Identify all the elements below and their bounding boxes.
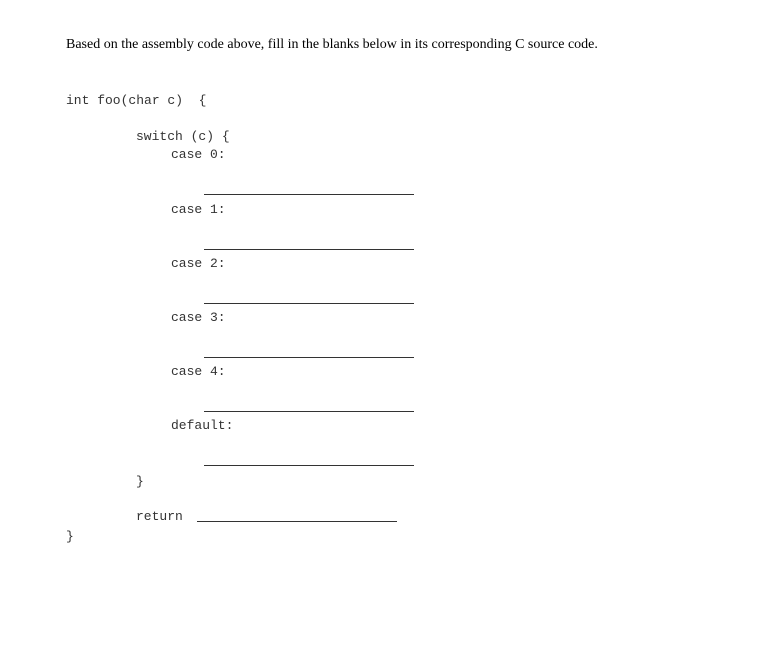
case-1-label: case 1: — [171, 202, 226, 217]
case-1-blank[interactable] — [204, 249, 414, 250]
switch-close-brace: } — [136, 474, 144, 489]
case-3-blank[interactable] — [204, 357, 414, 358]
question-prompt: Based on the assembly code above, fill in the blanks below in its corresponding C source code. — [66, 37, 598, 52]
switch-statement: switch (c) { — [136, 129, 230, 144]
return-keyword: return — [136, 509, 183, 524]
case-4-label: case 4: — [171, 364, 226, 379]
default-blank[interactable] — [204, 465, 414, 466]
case-0-label: case 0: — [171, 147, 226, 162]
case-4-blank[interactable] — [204, 411, 414, 412]
case-3-label: case 3: — [171, 310, 226, 325]
function-close-brace: } — [66, 529, 74, 544]
case-2-label: case 2: — [171, 256, 226, 271]
case-0-blank[interactable] — [204, 194, 414, 195]
function-signature: int foo(char c) { — [66, 93, 207, 108]
return-blank[interactable] — [197, 521, 397, 522]
case-2-blank[interactable] — [204, 303, 414, 304]
default-label: default: — [171, 418, 234, 433]
